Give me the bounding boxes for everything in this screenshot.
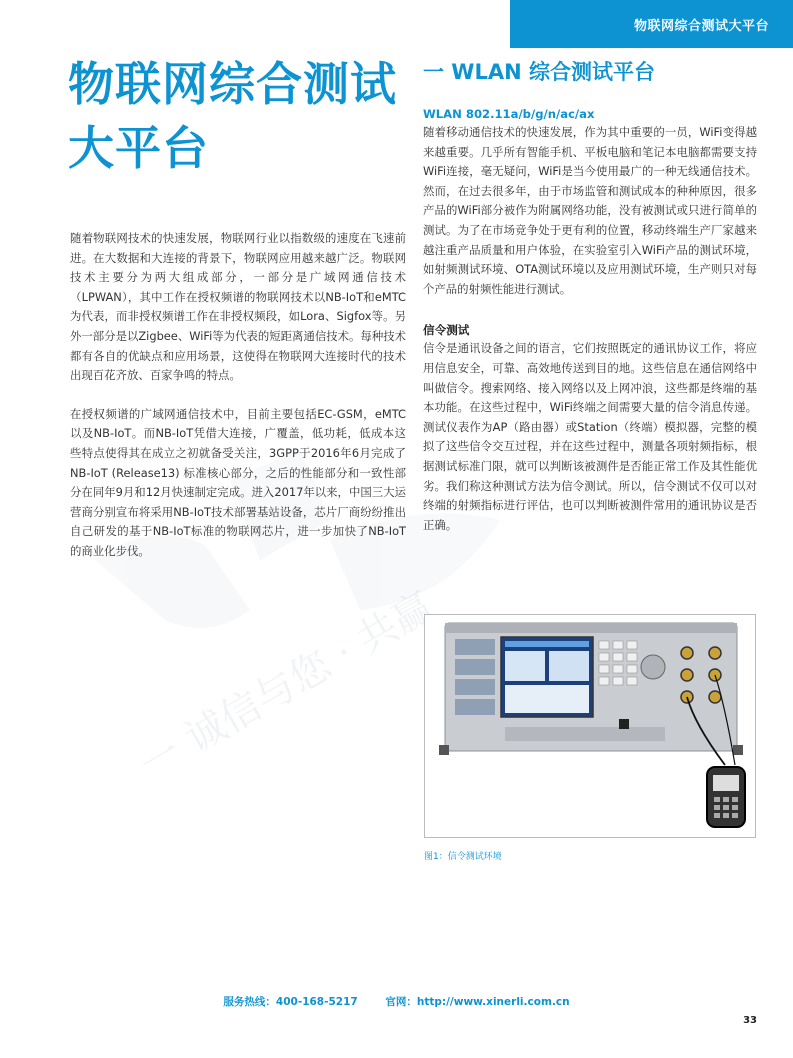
test-setup-illustration xyxy=(425,615,755,837)
footer-hotline: 服务热线：400-168-5217 xyxy=(223,996,358,1008)
intro-paragraph: 随着物联网技术的快速发展，物联网行业以指数级的速度在飞速前进。在大数据和大连接的背景下，物联网应用越来越广泛。物联网技术主要分为两大组成部分，一部分是广域网通信技术（LPWAN），其中工作在授权频谱的物联网技术以NB-IoT和eMTC为代表，而非授权频谱工作在非授权频段，如Lora、Sigfox等。另外一部分是以Zigbee、WiFi等为代表的短距离通信技术。每种技术都有各自的优缺点和应用场景，这使得在物联网大连接时代的技术出现百花齐放、百家争鸣的特点。 xyxy=(70,231,406,383)
footer-website-link[interactable]: 官网：http://www.xinerli.com.cn xyxy=(385,996,570,1008)
page-title xyxy=(68,52,408,180)
watermark-text: 一 诚信与您 · 共赢 xyxy=(132,583,442,789)
signaling-paragraph: 信令是通讯设备之间的语言，它们按照既定的通讯协议工作，将应用信息安全，可靠、高效地传送到目的地。这些信息在通信网络中叫做信令。搜索网络、接入网络以及上网冲浪，这些都是终端的基本功能。在这些过程中，WiFi终端之间需要大量的信令消息传递。测试仪表作为AP（路由器）或Station（终端）模拟器，完整的模拟了这些信令交互过程，并在这些过程中，测量各项射频指标，根据测试标准门限，就可以判断该被测件是否能正常工作及其性能优劣。我们称这种测试方法为信令测试。所以，信令测试不仅可以对终端的射频指标进行评估，也可以判断被测件常用的通讯协议是否正确。 xyxy=(423,341,757,532)
left-column xyxy=(70,229,406,562)
footer xyxy=(0,994,793,1009)
figure-caption: 图1：信令测试环境 xyxy=(424,852,502,862)
figure-signaling-setup xyxy=(424,614,756,838)
wlan-standard-heading: WLAN 802.11a/b/g/n/ac/ax xyxy=(423,107,595,121)
page-number: 33 xyxy=(743,1015,757,1026)
page-title-line-2: 大平台 xyxy=(68,121,209,175)
rotary-knob xyxy=(641,655,665,679)
page-title-line-1: 物联网综合测试 xyxy=(68,57,397,111)
wlan-paragraph: 随着移动通信技术的快速发展，作为其中重要的一员，WiFi变得越来越重要。几乎所有智能手机、平板电脑和笔记本电脑都需要支持WiFi连接，毫无疑问，WiFi是当今使用最广的一种无线通信技术。然而，在过去很多年，由于市场监管和测试成本的种种原因，很多产品的WiFi部分被作为附属网络功能，没有被测试或只进行简单的测试。为了在市场竞争处于更有利的位置，移动终端生产厂家越来越注重产品质量和用户体验，在实验室引入WiFi产品的测试环境，如射频测试环境、OTA测试环境以及应用测试环境，生产则只对每个产品的射频性能进行测试。 xyxy=(423,125,757,296)
section-title: 一 WLAN 综合测试平台 xyxy=(423,60,655,84)
signaling-heading: 信令测试 xyxy=(423,323,470,338)
nb-iot-paragraph: 在授权频谱的广域网通信技术中，目前主要包括EC-GSM，eMTC以及NB-IoT。而NB-IoT凭借大连接，广覆盖，低功耗，低成本这些特点使得其在成立之初就备受关注，3GPP于2016年6月完成了NB-IoT (Release13) 标准核心部分，之后的性能部分和一致性部分在同年9月和12月快速制定完成。进入2017年以来，中国三大运营商分别宣布将采用NB-IoT技术部署基站设备，芯片厂商纷纷推出自己研发的基于NB-IoT标准的物联网芯片，进一步加快了NB-IoT的商业化步伐。 xyxy=(70,406,406,558)
header-band: 物联网综合测试大平台 xyxy=(510,0,793,48)
right-column xyxy=(423,105,757,535)
instrument-top-bar xyxy=(445,623,737,633)
